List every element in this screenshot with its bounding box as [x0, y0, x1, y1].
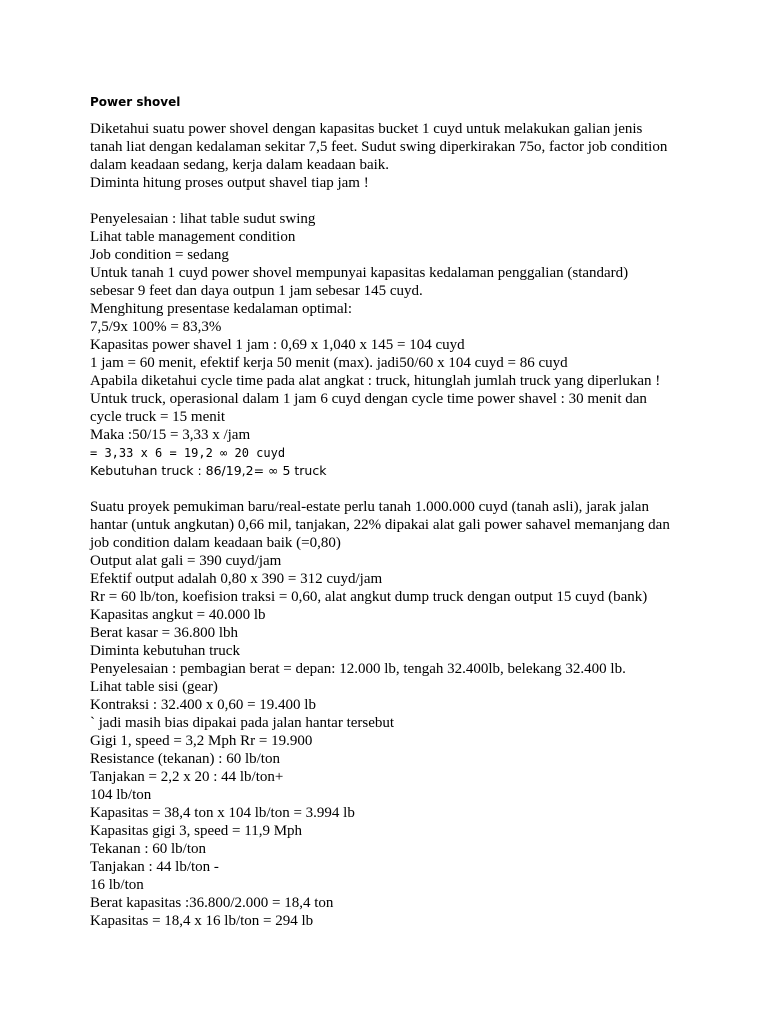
text-line: sebesar 9 feet dan daya outpun 1 jam sebesar 145 cuyd. [90, 283, 423, 299]
text-line: Untuk truck, operasional dalam 1 jam 6 cuyd dengan cycle time power shavel : 30 menit dan [90, 391, 647, 407]
paragraph-gap [90, 480, 730, 498]
text-line: dalam keadaan sedang, kerja dalam keadaan baik. [90, 157, 390, 173]
text-line: Tekanan : 60 lb/ton [90, 841, 207, 857]
text-line: Berat kapasitas :36.800/2.000 = 18,4 ton [90, 895, 334, 911]
text-line: Gigi 1, speed = 3,2 Mph Rr = 19.900 [90, 733, 313, 749]
text-line: Rr = 60 lb/ton, koefision traksi = 0,60, alat angkut dump truck dengan output 15 cuyd (bank) [90, 589, 648, 605]
text-line: Tanjakan : 44 lb/ton - [90, 859, 219, 875]
text-line: Penyelesaian : lihat table sudut swing [90, 211, 316, 227]
text-line: Kapasitas gigi 3, speed = 11,9 Mph [90, 823, 303, 839]
text-line: Job condition = sedang [90, 247, 229, 263]
text-line: Suatu proyek pemukiman baru/real-estate perlu tanah 1.000.000 cuyd (tanah asli), jarak jalan [90, 499, 649, 515]
paragraph-gap [90, 192, 730, 210]
text-line: Kontraksi : 32.400 x 0,60 = 19.400 lb [90, 697, 316, 713]
intro-paragraph [90, 120, 730, 192]
text-line-monospace: = 3,33 x 6 = 19,2 ∞ 20 cuyd [90, 446, 286, 460]
text-line: hantar (untuk angkutan) 0,66 mil, tanjakan, 22% dipakai alat gali power sahavel memanjang dan [90, 517, 670, 533]
text-line: Diminta hitung proses output shavel tiap jam ! [90, 175, 369, 191]
text-line: Efektif output adalah 0,80 x 390 = 312 cuyd/jam [90, 571, 383, 587]
text-line: Untuk tanah 1 cuyd power shovel mempunyai kapasitas kedalaman penggalian (standard) [90, 265, 629, 281]
text-line: 16 lb/ton [90, 877, 144, 893]
text-line: job condition dalam keadaan baik (=0,80) [90, 535, 341, 551]
text-line: Menghitung presentase kedalaman optimal: [90, 301, 353, 317]
problem2-paragraph [90, 498, 730, 930]
text-line: Diketahui suatu power shovel dengan kapasitas bucket 1 cuyd untuk melakukan galian jenis [90, 121, 643, 137]
text-line: Resistance (tekanan) : 60 lb/ton [90, 751, 280, 767]
text-line: Maka :50/15 = 3,33 x /jam [90, 427, 251, 443]
text-line: Kapasitas power shavel 1 jam : 0,69 x 1,040 x 145 = 104 cuyd [90, 337, 465, 353]
text-line: 1 jam = 60 menit, efektif kerja 50 menit (max). jadi50/60 x 104 cuyd = 86 cuyd [90, 355, 568, 371]
text-line: 7,5/9x 100% = 83,3% [90, 319, 222, 335]
text-line: ` jadi masih bias dipakai pada jalan hantar tersebut [90, 715, 395, 731]
text-line: cycle truck = 15 menit [90, 409, 226, 425]
document-page [90, 94, 730, 930]
document-title: Power shovel [90, 95, 181, 109]
text-line: Lihat table management condition [90, 229, 296, 245]
text-line: Apabila diketahui cycle time pada alat angkat : truck, hitunglah jumlah truck yang diperlukan ! [90, 373, 661, 389]
text-line: Output alat gali = 390 cuyd/jam [90, 553, 282, 569]
text-line-truck-requirement: Kebutuhan truck : 86/19,2= ∞ 5 truck [90, 463, 327, 478]
text-line: Diminta kebutuhan truck [90, 643, 240, 659]
text-line: Tanjakan = 2,2 x 20 : 44 lb/ton+ [90, 769, 284, 785]
text-line: Kapasitas = 18,4 x 16 lb/ton = 294 lb [90, 913, 314, 929]
text-line: Kapasitas angkut = 40.000 lb [90, 607, 266, 623]
solution-paragraph [90, 210, 730, 480]
text-line: Kapasitas = 38,4 ton x 104 lb/ton = 3.994 lb [90, 805, 355, 821]
text-line: tanah liat dengan kedalaman sekitar 7,5 feet. Sudut swing diperkirakan 75o, factor job condition [90, 139, 668, 155]
text-line: Berat kasar = 36.800 lbh [90, 625, 239, 641]
text-line: Lihat table sisi (gear) [90, 679, 218, 695]
text-line: Penyelesaian : pembagian berat = depan: 12.000 lb, tengah 32.400lb, belekang 32.400 lb. [90, 661, 626, 677]
text-line: 104 lb/ton [90, 787, 152, 803]
